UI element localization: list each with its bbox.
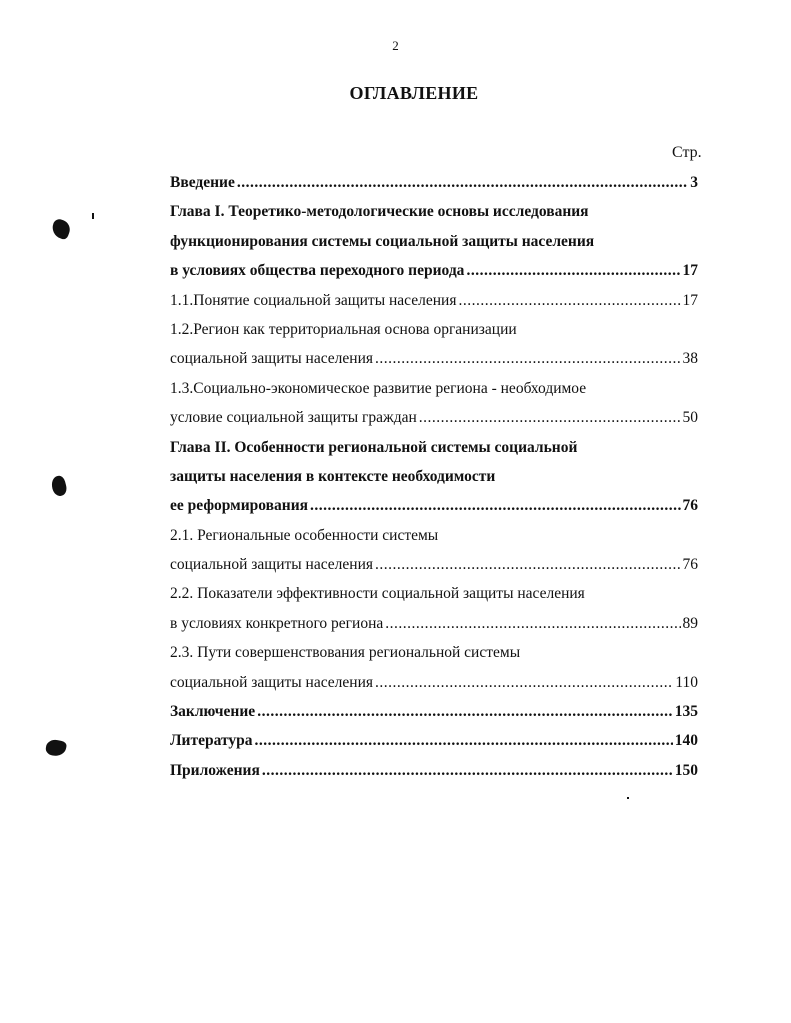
page-number: 2 [392, 38, 399, 53]
toc-entry-page: 38 [682, 350, 698, 368]
page-column-label: Стр. [672, 144, 702, 161]
toc-entry [170, 579, 698, 608]
toc-entry [170, 168, 698, 197]
toc-entry-title: Введение [170, 174, 235, 191]
toc-entry-title: социальной защиты населения [170, 350, 374, 368]
toc-entry [170, 550, 698, 579]
toc-entry [170, 697, 698, 726]
toc-entry-title: социальной защиты населения [170, 673, 374, 691]
toc-entry [170, 756, 698, 785]
toc-entry-page: 17 [682, 262, 698, 280]
toc-entry-title: защиты населения в контексте необходимости [170, 467, 496, 485]
toc-entry-title: 2.3. Пути совершенствования региональной системы [170, 644, 521, 662]
toc-entry [170, 609, 698, 638]
toc-entry [170, 638, 698, 667]
toc-entry [170, 286, 698, 315]
page-title: ОГЛАВЛЕНИЕ [349, 83, 479, 103]
toc-entry [170, 227, 698, 256]
toc-dot-leader [310, 491, 680, 520]
toc-entry [170, 403, 698, 432]
toc-entry-title: Заключение [170, 703, 256, 721]
toc-entry [170, 197, 698, 226]
toc-dot-leader [466, 256, 680, 285]
toc-entry-page: 135 [674, 703, 698, 721]
toc-dot-leader [375, 668, 673, 697]
toc-entry-title: условие социальной защиты граждан [170, 409, 417, 427]
toc-dot-leader [419, 403, 681, 432]
toc-entry-title: функционирования системы социальной защиты населения [170, 232, 595, 250]
toc-entry [170, 521, 698, 550]
toc-entry-page: 76 [682, 497, 698, 515]
toc-dot-leader [257, 697, 673, 726]
toc-dot-leader [254, 726, 672, 755]
toc-entry-title: социальной защиты населения [170, 556, 374, 574]
toc-entry-title: Литература [170, 732, 253, 750]
toc-entry-title: 2.1. Региональные особенности системы [170, 526, 439, 544]
scan-artifact-mark [45, 738, 67, 757]
toc-entry-title: 1.1.Понятие социальной защиты населения [170, 291, 457, 309]
scan-artifact-mark [49, 217, 72, 240]
toc-entry [170, 315, 698, 344]
toc-entry [170, 256, 698, 285]
toc-entry-title: ее реформирования [170, 497, 309, 515]
table-of-contents [170, 168, 698, 785]
toc-entry [170, 668, 698, 697]
toc-entry-title: Глава I. Теоретико-методологические основы исследования [170, 203, 589, 221]
toc-entry-page: 150 [674, 761, 698, 779]
toc-dot-leader [458, 286, 680, 315]
toc-entry [170, 344, 698, 373]
toc-entry-title: в условиях конкретного региона [170, 614, 384, 632]
toc-entry-page: 3 [690, 174, 698, 191]
toc-dot-leader [237, 168, 688, 197]
toc-entry-title: Приложения [170, 761, 260, 779]
toc-entry [170, 491, 698, 520]
scan-artifact-mark [627, 797, 629, 799]
scan-artifact-mark [50, 475, 69, 498]
toc-entry-title: 2.2. Показатели эффективности социальной защиты населения [170, 585, 585, 603]
toc-entry-page: 140 [674, 732, 698, 750]
toc-entry-title: Глава II. Особенности региональной системы социальной [170, 438, 578, 456]
toc-entry-page: 76 [682, 556, 698, 574]
toc-dot-leader [262, 756, 673, 785]
toc-entry-title: 1.3.Социально-экономическое развитие региона - необходимое [170, 379, 587, 397]
toc-entry [170, 462, 698, 491]
toc-entry [170, 726, 698, 755]
toc-entry-page: 110 [675, 673, 698, 691]
toc-entry-page: 89 [682, 614, 698, 632]
toc-dot-leader [385, 609, 680, 638]
toc-dot-leader [375, 550, 680, 579]
toc-entry-page: 50 [682, 409, 698, 427]
toc-dot-leader [375, 344, 680, 373]
scan-artifact-mark [92, 213, 94, 219]
toc-entry-title: 1.2.Регион как территориальная основа организации [170, 320, 517, 338]
toc-entry-page: 17 [682, 291, 698, 309]
toc-entry [170, 433, 698, 462]
toc-entry-title: в условиях общества переходного периода [170, 262, 465, 280]
toc-entry [170, 374, 698, 403]
